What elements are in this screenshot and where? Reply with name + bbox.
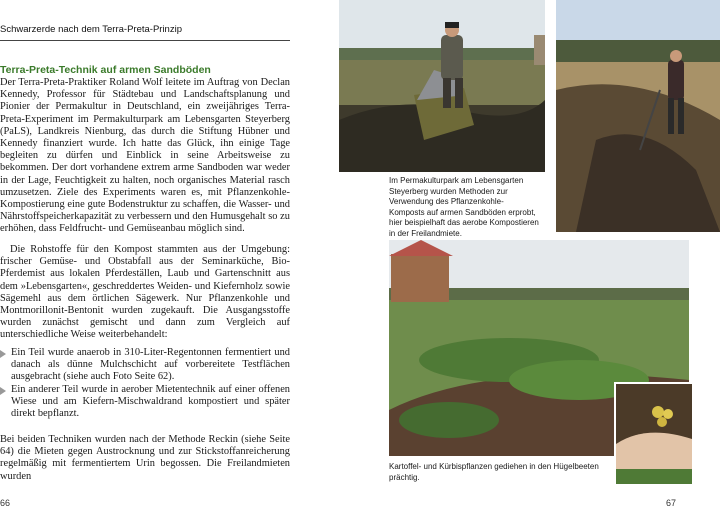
section-title: Terra-Preta-Technik auf armen Sandböden — [0, 64, 211, 76]
bullet-text: Ein anderer Teil wurde in aerober Mietentechnik auf einer offenen Wiese und am Kiefern-Mischwaldrand kompostiert und später direkt bepflanzt. — [11, 383, 290, 420]
page-number-left: 66 — [0, 498, 11, 508]
paragraph-1: Der Terra-Preta-Praktiker Roland Wolf leitete im Auftrag von Declan Kennedy, Professor für Städtebau und Landschaftsplanung und Pionier der Permakultur in Deutschland, ein zweijähriges Terra-Preta-Experiment im Permakulturpark am Lebensgarten Steyerberg (PaLS), Landkreis Nienburg, das durch die Stiftung Hübner und Kennedy finanziert wurde. Ich hatte das Glück, ihn einige Tage begleiten zu dürfen und Einblick in seine Arbeitsweise zu bekommen. Der dort vorhandene extrem arme Sandboden war weder in der Lage, Feuchtigkeit zu halten, noch organisches Material rasch umzusetzen. Ziele des Experiments waren es, mit Pflanzenkohle-Kompostierung eine gute Bodenstruktur zu schaffen, die Wasser- und Nährstoffspeicherkapazität zu verbessern und den Humusgehalt so zu erhöhen, dass Feldfrucht- und Gemüseanbau möglich sind. — [0, 77, 290, 235]
bullet-text: Ein Teil wurde anaerob in 310-Liter-Regentonnen fermentiert und danach als dünne Mulchschicht auf vorbereitete Testflächen ausgebracht (siehe auch Foto Seite 62). — [11, 347, 290, 383]
caption-top: Im Permakulturpark am Lebensgarten Steyerberg wurden Methoden zur Verwendung des Pflanzenkohle-Komposts auf armen Sandböden erprobt, hier beispielhaft das aerobe Kompostieren in der Freilandmiete. — [389, 176, 539, 238]
paragraph-3: Bei beiden Techniken wurden nach der Methode Reckin (siehe Seite 64) die Mieten gegen Austrocknung und zur Stickstoffanreicherung regelmäßig mit fermentiertem Urin begossen. Die Freilandmieten wurden — [0, 434, 290, 482]
bullet-item — [0, 347, 290, 384]
photo-compost-field — [556, 0, 720, 232]
bullet-marker — [0, 350, 6, 358]
running-header: Schwarzerde nach dem Terra-Preta-Prinzip — [0, 24, 182, 35]
caption-bottom: Kartoffel- und Kürbispflanzen gediehen in den Hügelbeeten prächtig. — [389, 462, 599, 482]
page-number-right: 67 — [666, 498, 677, 508]
photo-compost-wheelbarrow — [339, 0, 545, 172]
header-rule — [0, 40, 290, 41]
paragraph-2: Die Rohstoffe für den Kompost stammten aus der Umgebung: frischer Gemüse- und Obstabfall aus der Seminarküche, Bio-Pferdemist aus lokalen Pferdeställen, Laub und Gartenschnitt aus dem »Lebensgarten«, geschreddertes Weiden- und Kiefernholz sowie Sägemehl aus dem örtlichen Sägewerk. Nur Pflanzenkohle und Montmorillonit-Bentonit wurden zugekauft. Die Ausgangsstoffe wurden zunächst gemischt und dann zum Vergleich auf unterschiedliche Weise weiterbehandelt: — [0, 244, 290, 341]
bullet-item — [0, 384, 290, 421]
bullet-marker — [0, 387, 6, 395]
bullet-list — [0, 347, 290, 420]
